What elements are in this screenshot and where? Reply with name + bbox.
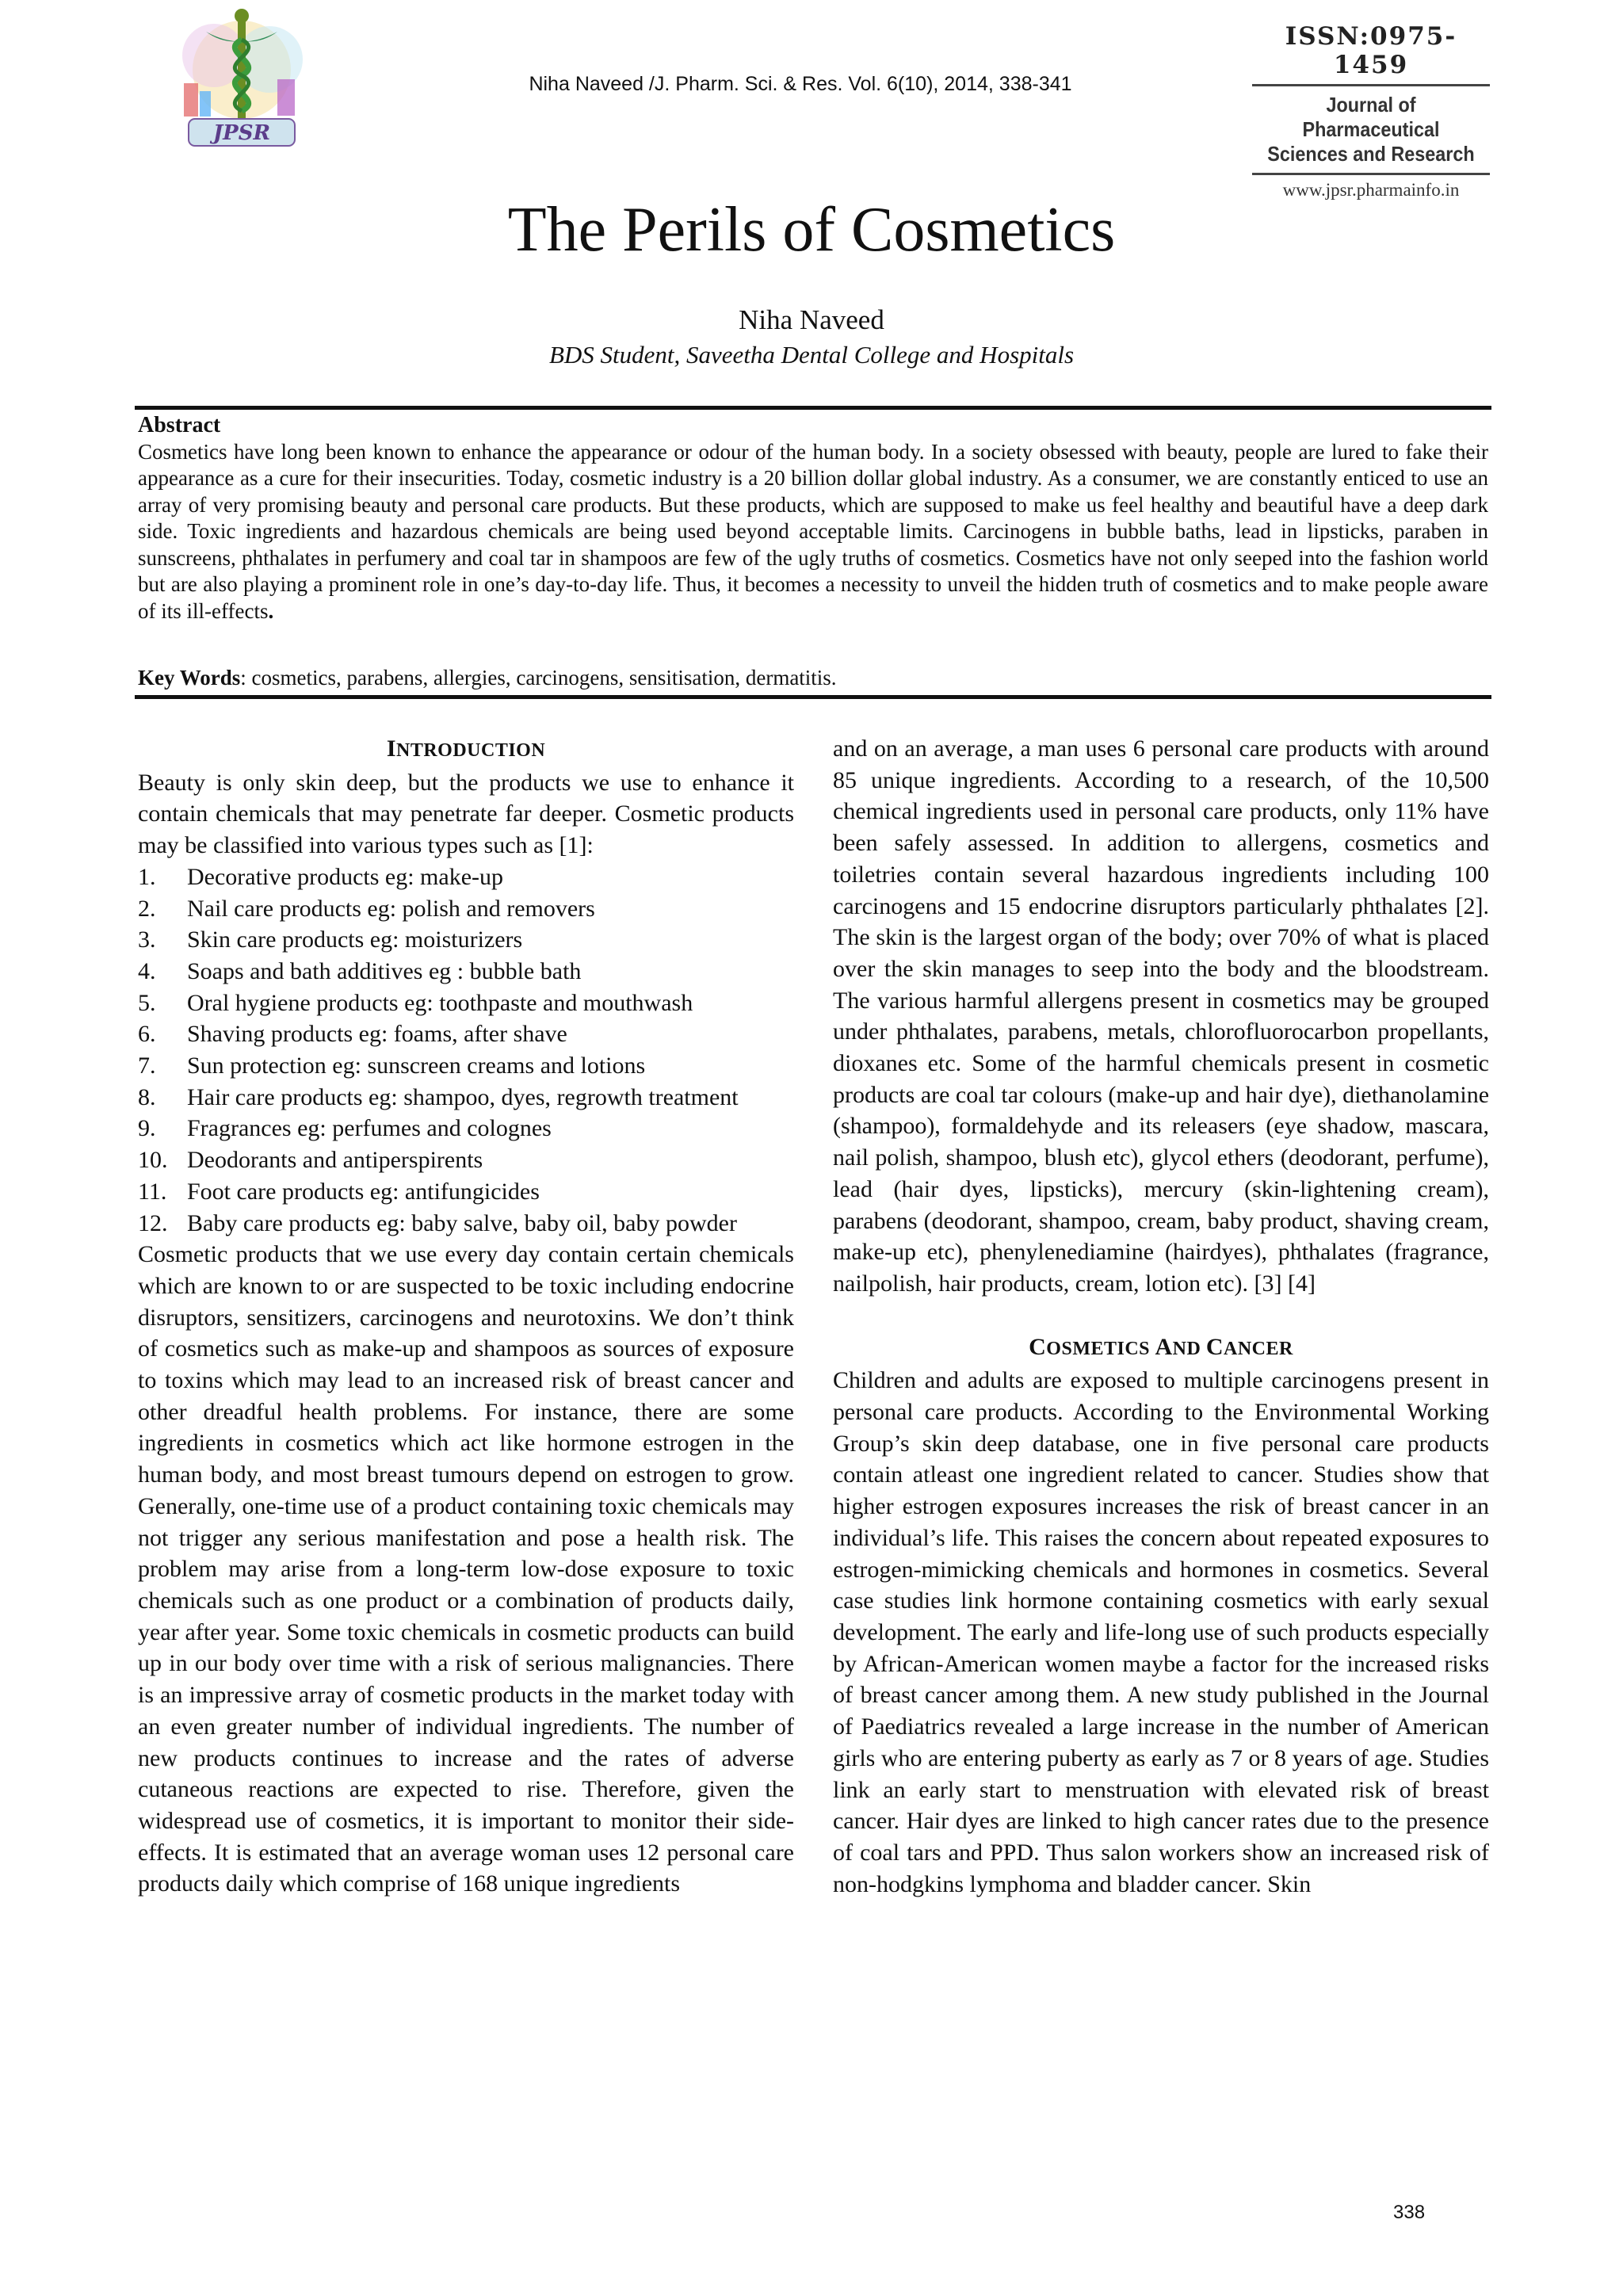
list-item: 9. Fragrances eg: perfumes and colognes <box>138 1115 552 1142</box>
divider <box>1252 173 1490 175</box>
list-item: 4. Soaps and bath additives eg : bubble bath <box>138 957 582 984</box>
left-column <box>138 733 794 1900</box>
cancer-paragraph-1: Children and adults are exposed to multiple carcinogens present in personal care products. According to the Environmental Working Group’s skin deep database, one in five personal care products contain atleast one ingredient related to cancer. Studies show that higher estrogen exposures increases the risk of breast cancer in an individual’s life. This raises the concern about repeated exposures to estrogen-mimicking chemicals and hormones in cosmetics. Several case studies link hormone containing cosmetics with early sexual development. The early and life-long use of such products especially by African-American women maybe a factor for the increased risks of breast cancer among them. A new study published in the Journal of Paediatrics revealed a large increase in the number of American girls who are entering puberty as early as 7 or 8 years of age. Studies link an early start to menstruation with elevated risk of breast cancer. Hair dyes are linked to high cancer rates due to the presence of coal tars and PPD. Thus salon workers show an increased risk of non-hodgkins lymphoma and bladder cancer. Skin <box>833 1367 1489 1897</box>
list-item: 11. Foot care products eg: antifungicides <box>138 1178 540 1205</box>
section-heading-introduction: INTRODUCTION <box>386 735 546 762</box>
right-column <box>833 733 1489 1900</box>
abstract <box>138 412 1488 625</box>
page-number: 338 <box>1393 2202 1426 2223</box>
list-item: 6. Shaving products eg: foams, after shave <box>138 1021 567 1048</box>
author-affiliation: BDS Student, Saveetha Dental College and Hospitals <box>548 341 1075 369</box>
divider <box>1252 84 1490 86</box>
list-item: 1. Decorative products eg: make-up <box>138 863 504 890</box>
list-item: 12. Baby care products eg: baby salve, baby oil, baby powder <box>138 1209 737 1236</box>
abstract-bottom-rule <box>135 695 1491 699</box>
list-item: 3. Skin care products eg: moisturizers <box>138 926 523 953</box>
logo-text: JPSR <box>212 121 271 145</box>
list-item: 7. Sun protection eg: sunscreen creams and lotions <box>138 1052 646 1079</box>
journal-logo <box>166 8 317 151</box>
section-gap <box>833 1300 1489 1331</box>
journal-name <box>1264 93 1478 166</box>
abstract-top-rule <box>135 406 1491 410</box>
journal-name-line1: Journal of Pharmaceutical <box>1302 93 1440 141</box>
list-item: 10. Deodorants and antiperspirents <box>138 1147 483 1174</box>
list-item: 5. Oral hygiene products eg: toothpaste and mouthwash <box>138 989 693 1016</box>
section-heading-cosmetics-and-cancer: COSMETICS AND CANCER <box>1029 1333 1293 1360</box>
keywords-label: Key Words <box>138 666 241 690</box>
abstract-body <box>138 439 1488 625</box>
abstract-text: Cosmetics have long been known to enhance the appearance or odour of the human body. In a society obsessed with beauty, people are lured to fake their appearance as a cure for their insecurities. Today, cosmetic industry is a 20 billion dollar global industry. As a consumer, we are constantly enticed to use an array of very promising beauty and personal care products. But these products, which are supposed to make us feel healthy and beautiful have a deep dark side. Toxic ingredients and hazardous chemicals are being used beyond acceptable limits. Carcinogens in bubble baths, lead in lipsticks, paraben in sunscreens, phthalates in perfumery and coal tar in shampoos are few of the ugly truths of cosmetics. Cosmetics have not only seeped into the fashion world but are also playing a prominent role in one’s day-to-day life. Thus, it becomes a necessity to unveil the hidden truth of cosmetics and to make people aware of its ill-effects <box>138 439 1488 623</box>
author-name: Niha Naveed <box>739 304 884 335</box>
keywords <box>138 666 1488 690</box>
list-item: 8. Hair care products eg: shampoo, dyes, regrowth treatment <box>138 1083 739 1110</box>
keywords-text: : cosmetics, parabens, allergies, carcinogens, sensitisation, dermatitis. <box>240 666 837 690</box>
abstract-heading: Abstract <box>138 413 221 437</box>
abstract-end-mark: . <box>268 598 274 623</box>
issn: ISSN:0975-1459 <box>1285 22 1457 79</box>
list-item: 2. Nail care products eg: polish and removers <box>138 895 595 922</box>
journal-name-line2: Sciences and Research <box>1267 142 1475 166</box>
intro-paragraph-1: Beauty is only skin deep, but the products we use to enhance it contain chemicals that may penetrate far deeper. Cosmetic products may be classified into various types such as [1]: <box>138 769 794 859</box>
journal-url[interactable]: www.jpsr.pharmainfo.in <box>1282 180 1460 200</box>
journal-masthead <box>1252 22 1490 201</box>
intro-paragraph-3: and on an average, a man uses 6 personal care products with around 85 unique ingredients. According to a research, of the 10,500 chemical ingredients used in personal care products, only 11% have been safely assessed. In addition to allergens, cosmetics and toiletries contain several hazardous ingredients including 100 carcinogens and 15 endocrine disruptors particularly phthalates [2]. The skin is the largest organ of the body; over 70% of what is placed over the skin manages to seep into the body and the bloodstream. The various harmful allergens present in cosmetics may be grouped under phthalates, parabens, metals, chlorofluorocarbon propellants, dioxanes etc. Some of the harmful chemicals present in cosmetic products are coal tar colours (make-up and hair dye), diethanolamine (shampoo), formaldehyde and its releasers (eye shadow, mascara, nail polish, shampoo, blush etc), glycol ethers (deodorant, perfume), lead (hair dyes, lipsticks), mercury (skin-lightening cream), parabens (deodorant, shampoo, cream, baby product, shaving cream, make-up etc), phenylenediamine (hairdyes), phthalates (fragrance, nailpolish, hair products, cream, lotion etc). [3] [4] <box>833 735 1490 1297</box>
paper-title: The Perils of Cosmetics <box>507 195 1116 265</box>
running-head: Niha Naveed /J. Pharm. Sci. & Res. Vol. 6(10), 2014, 338-341 <box>529 73 1072 95</box>
intro-paragraph-2: Cosmetic products that we use every day contain certain chemicals which are known to or are suspected to be toxic including endocrine disruptors, sensitizers, carcinogens and neurotoxins. We don’t think of cosmetics such as make-up and shampoos as sources of exposure to toxins which may lead to an increased risk of breast cancer and other dreadful health problems. For instance, there are some ingredients in cosmetics which act like hormone estrogen in the human body, and most breast tumours depend on estrogen to grow. Generally, one-time use of a product containing toxic chemicals may not trigger any serious manifestation and pose a health risk. The problem may arise from a long-term low-dose exposure to toxic chemicals such as one product or a combination of products daily, year after year. Some toxic chemicals in cosmetic products can build up in our body over time with a risk of serious malignancies. There is an impressive array of cosmetic products in the market today with an even greater number of individual ingredients. The number of new products continues to increase and the rates of adverse cutaneous reactions are expected to rise. Therefore, given the widespread use of cosmetics, it is important to monitor their side-effects. It is estimated that an average woman uses 12 personal care products daily which comprise of 168 unique ingredients <box>138 1241 794 1897</box>
